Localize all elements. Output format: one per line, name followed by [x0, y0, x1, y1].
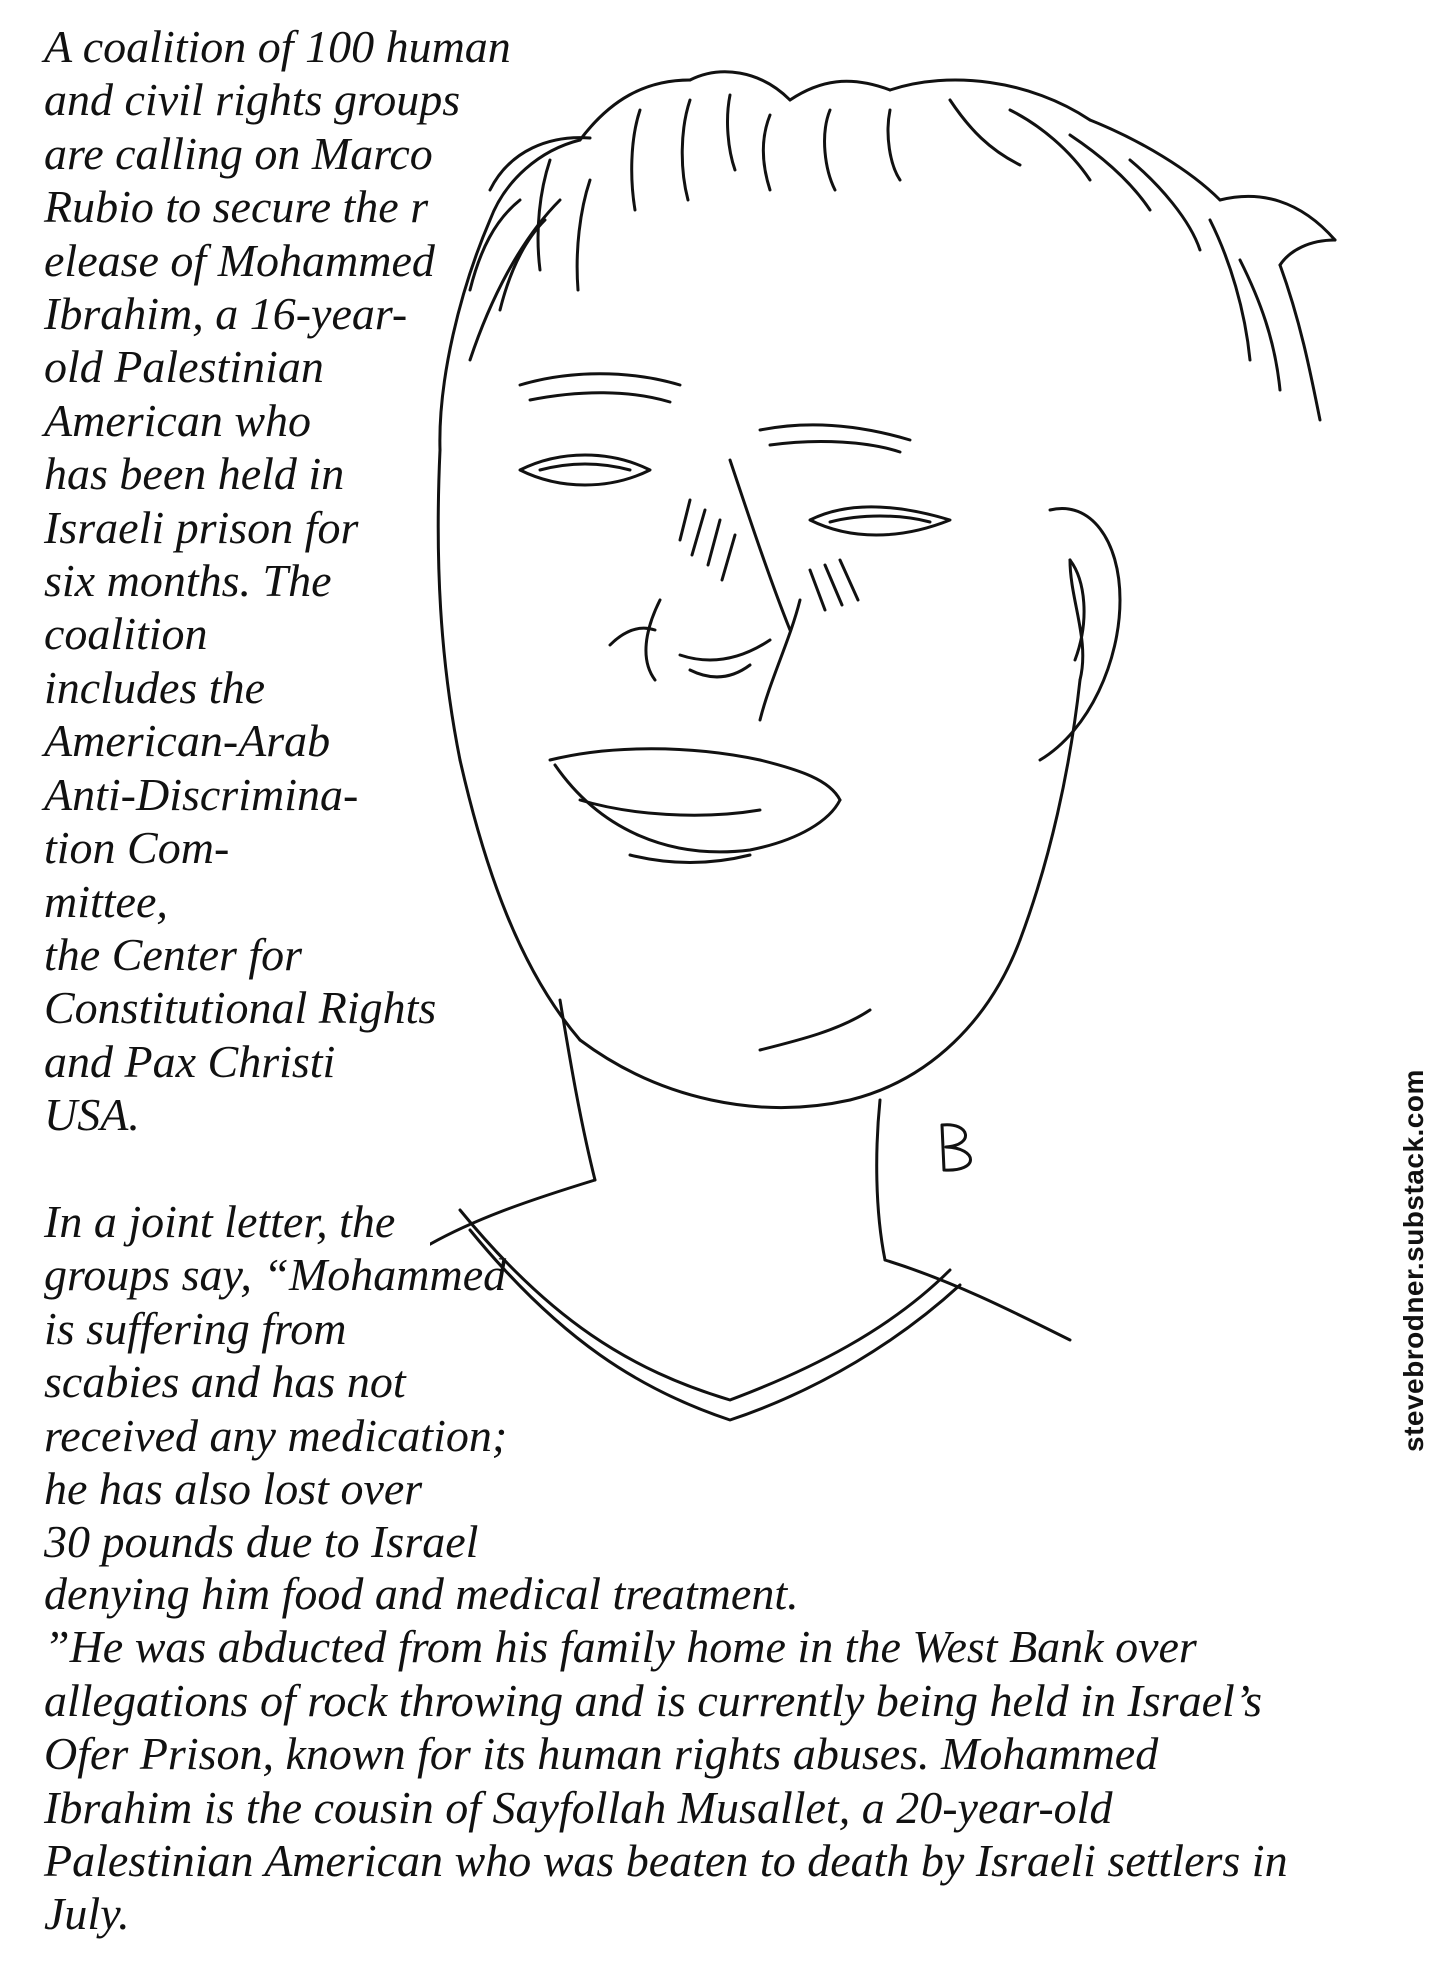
artist-credit-url: stevebrodner.substack.com [1398, 1069, 1429, 1452]
quote-paragraph-narrow: In a joint letter, the groups say, “Mohammed is suffering from scabies and has not received any medication; he has also lost over 30 pounds due to Israel [44, 1196, 508, 1568]
portrait-drawing [430, 40, 1440, 1560]
quote-paragraph-wide: denying him food and medical treatment. ”He was abducted from his family home in the West Bank over allegations of rock throwing and is currently being held in Israel’s Ofer Prison, known for its human rights abuses. Mohammed Ibrahim is the cousin of Sayfollah Musallet, a 20-year-old Palestinian American who was beaten to death by Israeli settlers in July. [44, 1568, 1288, 1940]
lead-paragraph: A coalition of 100 human and civil rights groups are calling on Marco Rubio to secure the r elease of Mohammed Ibrahim, a 16-year- old Palestinian American who has been held in Israeli prison for six months. The coalition includes the American-Arab Anti-Discrimina- tion Com- mittee, the Center for Constitutional Rights and Pax Christi USA. [44, 21, 511, 1141]
